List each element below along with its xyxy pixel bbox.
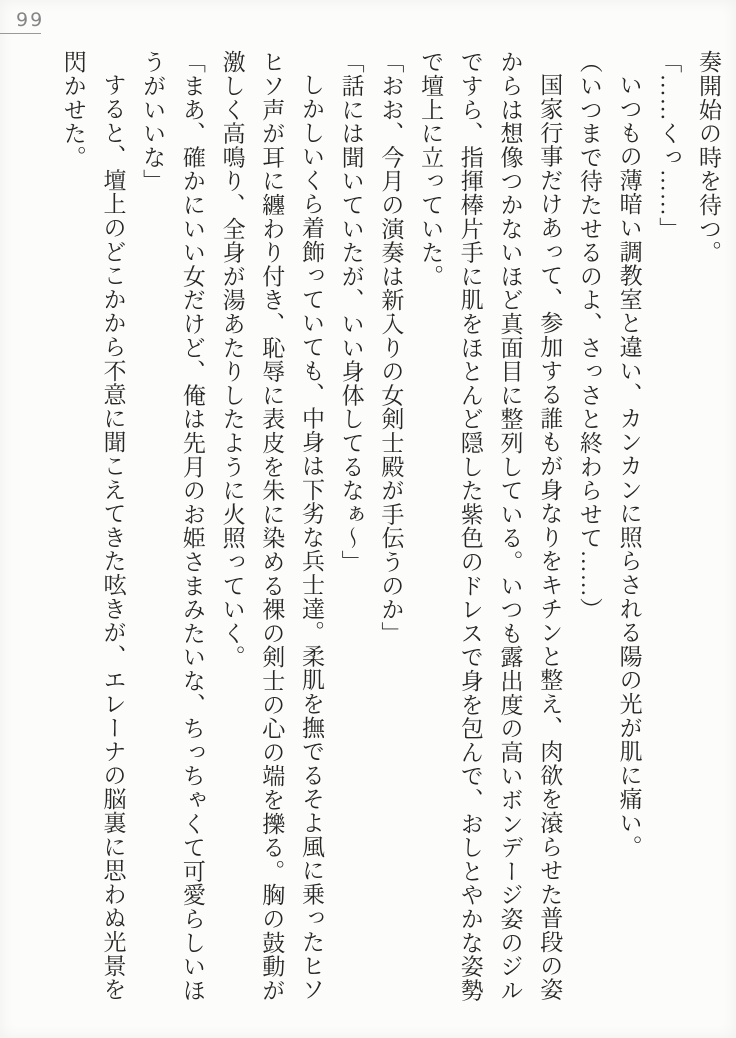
paragraph: 「……くっ……」 xyxy=(656,50,682,241)
paragraph: しかしいくら着飾っていても、中身は下劣な兵士達。柔肌を撫でるそよ風に乗ったヒソヒソ声が耳に纏わり付き、恥辱に表皮を朱に染める裸の剣士の心の端を擽る。胸の鼓動が激しく高鳴り、全身が湯あたりしたように火照っていく。 xyxy=(219,50,324,1002)
paragraph: 「おお、今月の演奏は新入りの女剣士殿が手伝うのか」 xyxy=(378,50,404,645)
paragraph: 奏開始の時を待つ。 xyxy=(696,50,721,265)
paragraph: すると、壇上のどこかから不意に聞こえてきた呟きが、エレーナの脳裏に思わぬ光景を閃かせた。 xyxy=(60,50,126,1002)
paragraph: 国家行事だけあって、参加する誰もが身なりをキチンと整え、肉欲を滾らせた普段の姿からは想像つかないほど真面目に整列している。いつも露出度の高いボンデージ姿のジルですら、指揮棒片手に肌をほとんど隠した紫色のドレスで身を包んで、おしとやかな姿勢で壇上に立っていた。 xyxy=(418,50,563,1002)
page-number: 99 xyxy=(16,9,45,31)
body-text xyxy=(53,50,728,1004)
paragraph: いつもの薄暗い調教室と違い、カンカンに照らされる陽の光が肌に痛い。 xyxy=(616,73,642,859)
paragraph: 「話には聞いていたが、いい身体してるなぁ～」 xyxy=(338,50,364,574)
page-number-rule xyxy=(0,33,41,34)
paragraph: （いつまで待たせるのよ、さっさと終わらせて……） xyxy=(576,50,602,622)
paragraph: 「まあ、確かにいい女だけど、俺は先月のお姫さまみたいな、ちっちゃくて可愛らしいほうがいいな」 xyxy=(140,50,205,1002)
